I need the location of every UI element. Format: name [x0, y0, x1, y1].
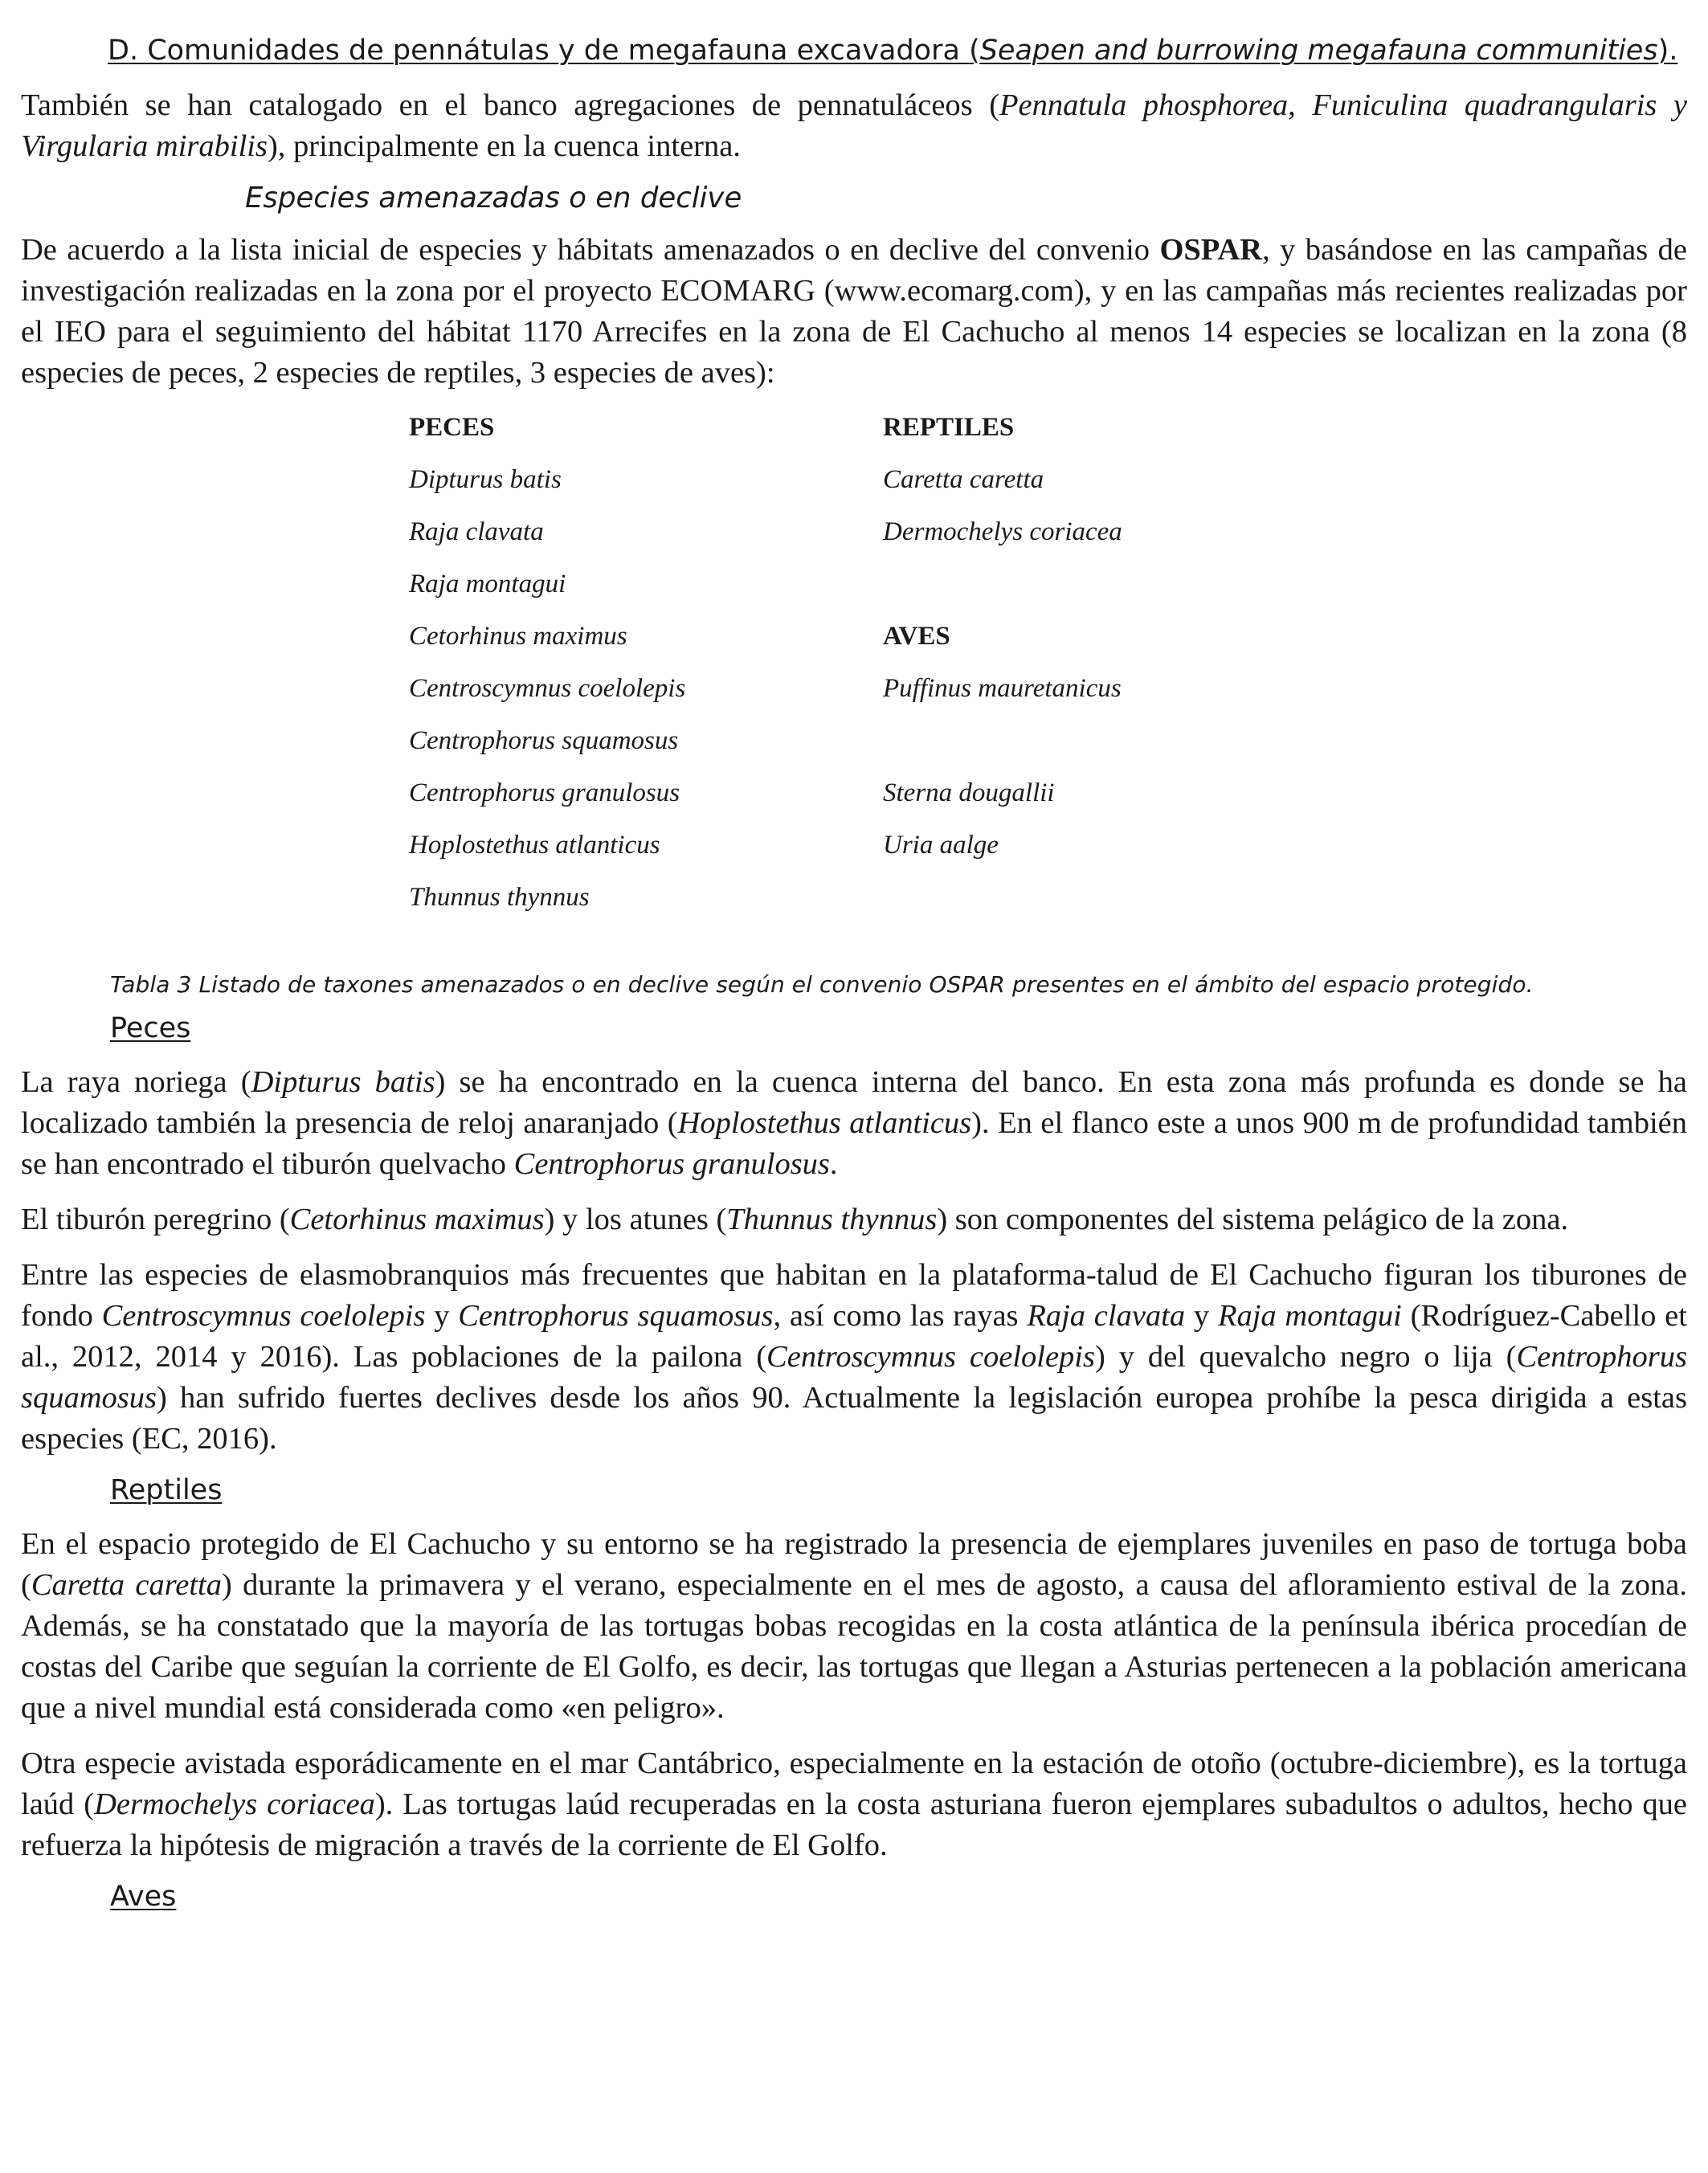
- birds-header: AVES: [883, 622, 950, 651]
- fish-species: Hoplostethus atlanticus: [409, 831, 660, 860]
- fish-species: Thunnus thynnus: [409, 883, 590, 912]
- section-heading-d: D. Comunidades de pennátulas y de megafauna excavadora (Seapen and burrowing megafauna communities).: [108, 35, 1678, 67]
- paragraph-reptiles-2: Otra especie avistada esporádicamente en el mar Cantábrico, especialmente en la estación de otoño (octubre-diciembre), es la tortuga laúd (Dermochelys coriacea). Las tortugas laúd recuperadas en la costa asturiana fueron ejemplares subadultos o adultos, hecho que refuerza la hipótesis de migración a través de la corriente de El Golfo.: [21, 1746, 1687, 1862]
- fish-species: Centroscymnus coelolepis: [409, 674, 686, 703]
- fish-species: Raja clavata: [409, 517, 544, 546]
- reptiles-birds-column: [883, 402, 1365, 924]
- paragraph-peces-1: La raya noriega (Dipturus batis) se ha encontrado en la cuenca interna del banco. En esta zona más profunda es donde se ha localizado también la presencia de reloj anaranjado (Hoplostethus atlanticus). En el flanco este a unos 900 m de profundidad también se han encontrado el tiburón quelvacho Centrophorus granulosus.: [21, 1065, 1688, 1181]
- reptile-species: Caretta caretta: [883, 465, 1044, 494]
- fish-header: PECES: [409, 413, 495, 442]
- reptile-species: Dermochelys coriacea: [883, 517, 1122, 546]
- reptiles-header: REPTILES: [883, 413, 1015, 442]
- section-heading-reptiles: Reptiles: [110, 1474, 223, 1506]
- paragraph-pennatulaceos: También se han catalogado en el banco agregaciones de pennatuláceos (Pennatula phosphorea, Funiculina quadrangularis y Virgularia mirabilis), principalmente en la cuenca interna.: [21, 88, 1687, 163]
- section-heading-aves: Aves: [110, 1881, 177, 1913]
- section-heading-peces: Peces: [110, 1012, 191, 1044]
- bird-species: Puffinus mauretanicus: [883, 674, 1122, 703]
- taxa-table: [409, 402, 1687, 924]
- paragraph-ospar: De acuerdo a la lista inicial de especies y hábitats amenazados o en declive del convenio OSPAR, y basándose en las campañas de investigación realizadas en la zona por el proyecto ECOMARG (www.ecomarg.com), y en las campañas más recientes realizadas por el IEO para el seguimiento del hábitat 1170 Arrecifes en la zona de El Cachucho al menos 14 especies se localizan en la zona (8 especies de peces, 2 especies de reptiles, 3 especies de aves):: [21, 233, 1687, 390]
- fish-species: Dipturus batis: [409, 465, 562, 494]
- paragraph-peces-3: Entre las especies de elasmobranquios más frecuentes que habitan en la plataforma-talud de El Cachucho figuran los tiburones de fondo Centroscymnus coelolepis y Centrophorus squamosus, así como las rayas Raja clavata y Raja montagui (Rodríguez-Cabello et al., 2012, 2014 y 2016). Las poblaciones de la pailona (Centroscymnus coelolepis) y del quevalcho negro o lija (Centrophorus squamosus) han sufrido fuertes declives desde los años 90. Actualmente la legislación europea prohíbe la pesca dirigida a estas especies (EC, 2016).: [21, 1258, 1687, 1456]
- fish-species: Raja montagui: [409, 570, 566, 598]
- fish-column: [409, 402, 883, 924]
- paragraph-peces-2: El tiburón peregrino (Cetorhinus maximus) y los atunes (Thunnus thynnus) son componentes del sistema pelágico de la zona.: [21, 1203, 1569, 1236]
- table-caption: Tabla 3 Listado de taxones amenazados o en declive según el convenio OSPAR presentes en el ámbito del espacio protegido.: [110, 971, 1534, 998]
- fish-species: Centrophorus granulosus: [409, 778, 680, 807]
- bird-species: Uria aalge: [883, 831, 999, 860]
- fish-species: Centrophorus squamosus: [409, 726, 679, 755]
- subheading-threatened-species: Especies amenazadas o en declive: [245, 182, 742, 214]
- fish-species: Cetorhinus maximus: [409, 622, 627, 651]
- document-page: [21, 31, 1687, 1916]
- paragraph-reptiles-1: En el espacio protegido de El Cachucho y su entorno se ha registrado la presencia de ejemplares juveniles en paso de tortuga boba (Caretta caretta) durante la primavera y el verano, especialmente en el mes de agosto, a causa del afloramiento estival de la zona. Además, se ha constatado que la mayoría de las tortugas bobas recogidas en la costa atlántica de la península ibérica procedían de costas del Caribe que seguían la corriente de El Golfo, es decir, las tortugas que llegan a Asturias pertenecen a la población americana que a nivel mundial está considerada como «en peligro».: [21, 1527, 1687, 1725]
- bird-species: Sterna dougallii: [883, 778, 1055, 807]
